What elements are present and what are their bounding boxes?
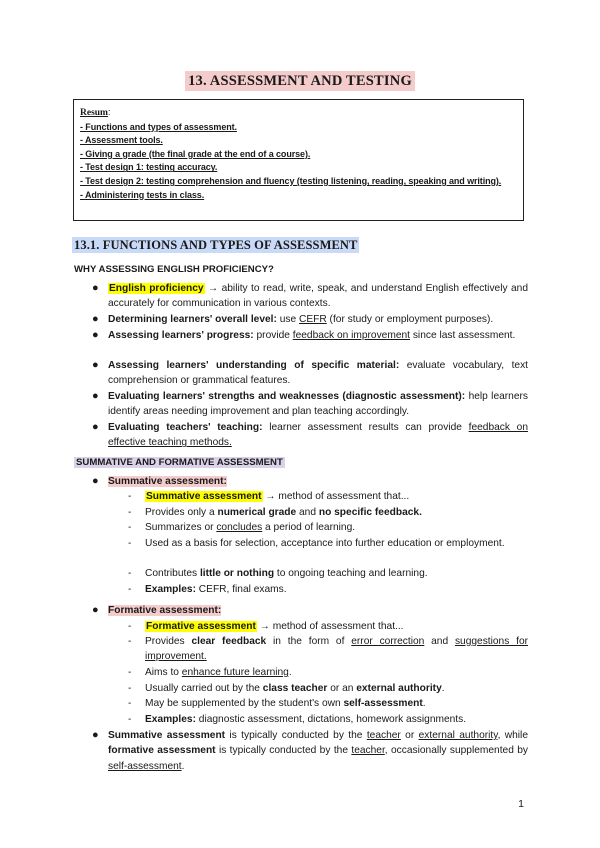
bullet-icon: ●	[92, 421, 99, 433]
summary-title: Resum:	[80, 107, 111, 118]
section-heading: 13.1. FUNCTIONS AND TYPES OF ASSESSMENT	[74, 238, 358, 252]
list-item: Formative assessment → method of assessment that...	[146, 621, 404, 632]
dash-icon: -	[128, 522, 132, 533]
subheading-summative-formative: SUMMATIVE AND FORMATIVE ASSESSMENT	[76, 457, 283, 468]
summary-item: - Functions and types of assessment.	[80, 121, 237, 132]
dash-icon: -	[128, 683, 132, 694]
page-title	[0, 72, 600, 90]
bullet-icon: ●	[92, 729, 99, 741]
dash-icon: -	[128, 621, 132, 632]
list-item: Evaluating teachers' teaching: learner assessment results can provide feedback on effective teaching methods.	[108, 422, 528, 449]
list-item: Used as a basis for selection, acceptance into further education or employment.	[145, 538, 505, 549]
dash-icon: -	[128, 584, 132, 595]
list-item: Provides clear feedback in the form of error correction and suggestions for improvement.	[145, 636, 529, 663]
list-item: Summative assessment is typically conducted by the teacher or external authority, while formative assessment is typically conducted by the teacher, occasionally supplemented by self-assessment.	[108, 730, 528, 772]
dash-icon: -	[128, 636, 132, 647]
dash-icon: -	[128, 698, 132, 709]
dash-icon: -	[128, 568, 132, 579]
bullet-icon: ●	[92, 282, 99, 294]
summary-item: - Test design 1: testing accuracy.	[80, 162, 218, 173]
page-number: 1	[518, 798, 524, 810]
summary-item: - Giving a grade (the final grade at the end of a course).	[80, 148, 311, 159]
list-item: Provides only a numerical grade and no specific feedback.	[145, 507, 422, 518]
list-item: Assessing learners' understanding of specific material: evaluate vocabulary, text comprehension or grammatical features.	[108, 360, 528, 387]
bullet-icon: ●	[92, 475, 99, 487]
list-item: Evaluating learners' strengths and weaknesses (diagnostic assessment): help learners identify areas needing improvement and plan teaching accordingly.	[108, 391, 528, 418]
bullet-icon: ●	[92, 329, 99, 341]
list-item: English proficiency → ability to read, write, speak, and understand English effectively and accurately for communication in various contexts.	[108, 283, 528, 310]
page-title-text: 13. ASSESSMENT AND TESTING	[185, 71, 415, 91]
dash-icon: -	[128, 667, 132, 678]
bullet-icon: ●	[92, 359, 99, 371]
summative-label: Summative assessment:	[108, 476, 227, 487]
list-item: Examples: diagnostic assessment, dictations, homework assignments.	[145, 714, 467, 725]
list-item: Aims to enhance future learning.	[145, 667, 292, 678]
list-item: Summarizes or concludes a period of learning.	[145, 522, 356, 533]
list-item: Examples: CEFR, final exams.	[145, 584, 287, 595]
bullet-icon: ●	[92, 390, 99, 402]
list-item: Summative assessment → method of assessment that...	[146, 491, 410, 502]
subheading-why: WHY ASSESSING ENGLISH PROFICIENCY?	[74, 264, 274, 275]
summary-box	[73, 99, 524, 221]
summary-item: - Administering tests in class.	[80, 189, 205, 200]
dash-icon: -	[128, 491, 132, 502]
summary-item: - Test design 2: testing comprehension and fluency (testing listening, reading, speaking and writing).	[80, 175, 502, 186]
dash-icon: -	[128, 714, 132, 725]
list-item: Contributes little or nothing to ongoing teaching and learning.	[145, 568, 428, 579]
list-item: Assessing learners' progress: provide feedback on improvement since last assessment.	[108, 330, 516, 341]
bullet-icon: ●	[92, 313, 99, 325]
list-item: Determining learners' overall level: use CEFR (for study or employment purposes).	[108, 314, 494, 325]
dash-icon: -	[128, 507, 132, 518]
formative-label: Formative assessment:	[108, 605, 222, 616]
list-item: May be supplemented by the student's own self-assessment.	[145, 698, 426, 709]
list-item: Usually carried out by the class teacher or an external authority.	[145, 683, 445, 694]
dash-icon: -	[128, 538, 132, 549]
summary-item: - Assessment tools.	[80, 135, 163, 146]
bullet-icon: ●	[92, 604, 99, 616]
